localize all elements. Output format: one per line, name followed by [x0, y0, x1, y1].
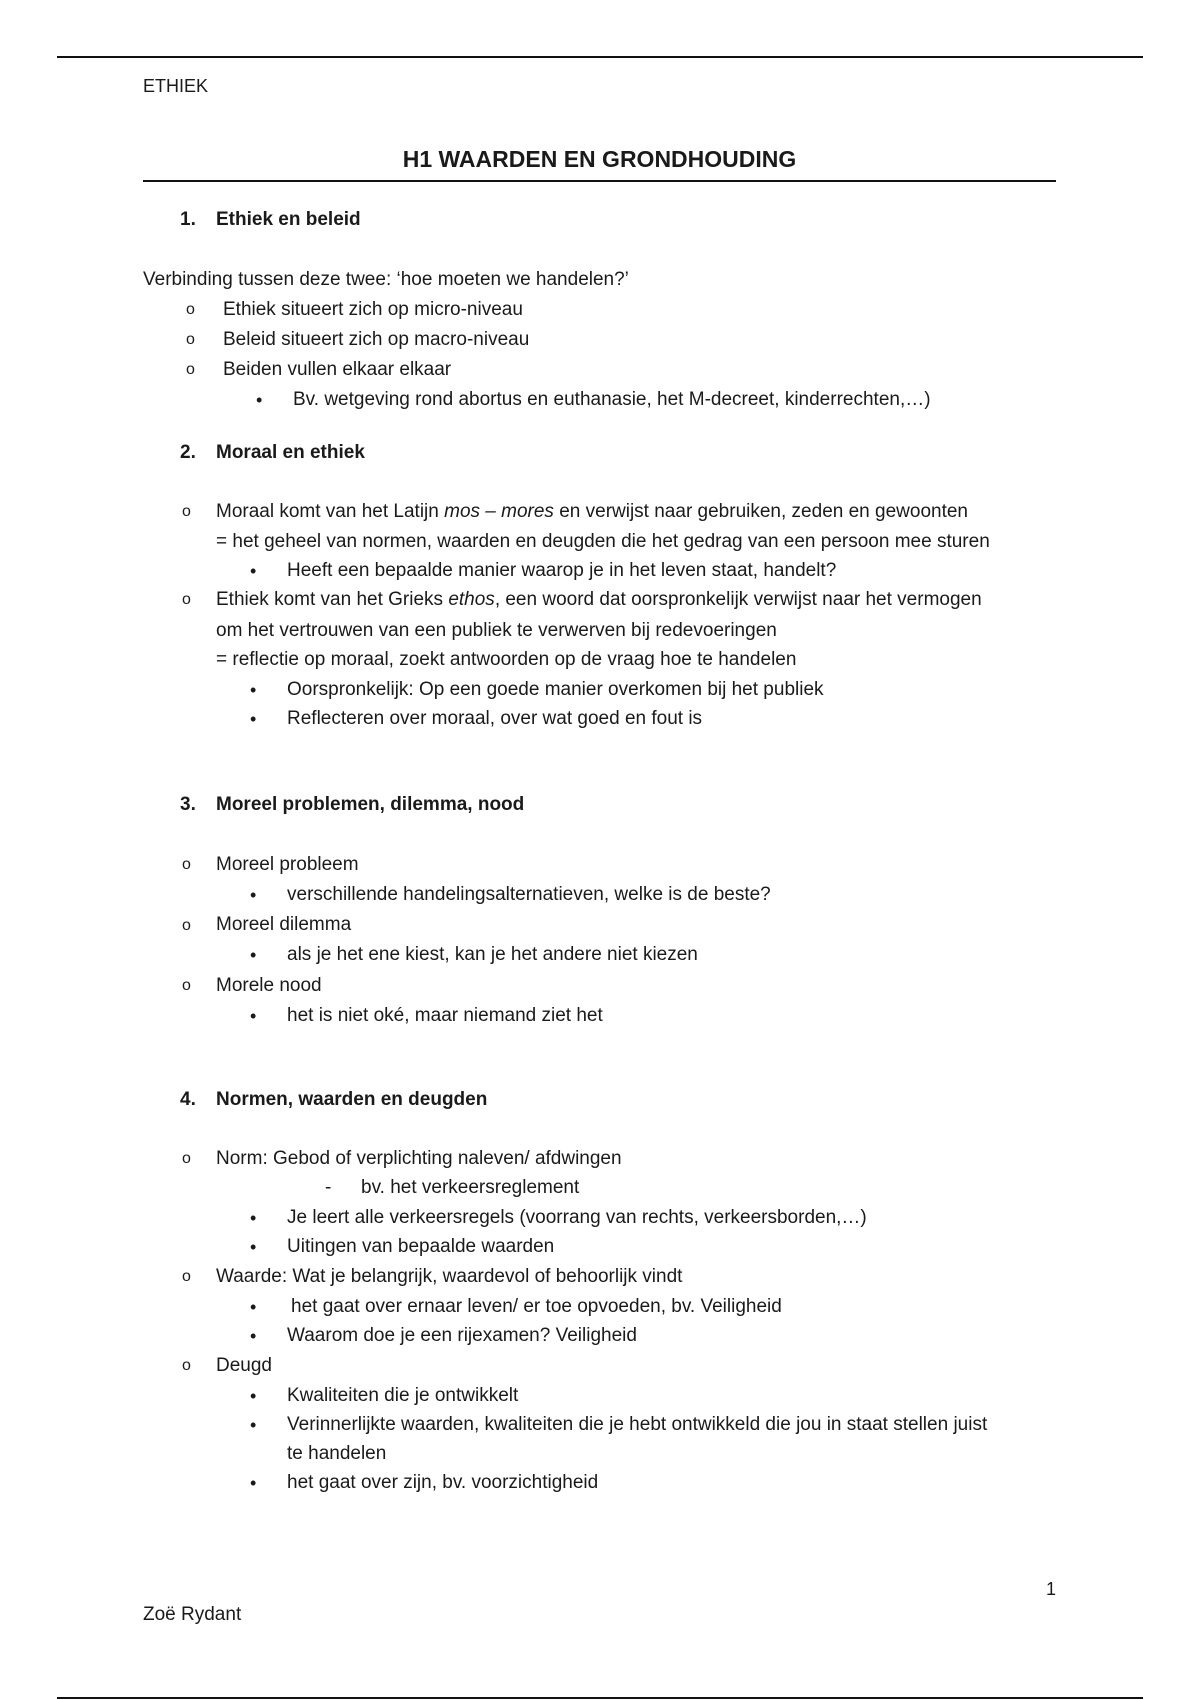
list-item: Moreel probleem: [216, 854, 359, 875]
ethiek-greek-term: ethos: [448, 589, 495, 610]
bullet-marker: •: [250, 1415, 257, 1435]
bullet-marker: •: [250, 1386, 257, 1406]
ethiek-continuation: om het vertrouwen van een publiek te verwerven bij redevoeringen: [216, 620, 777, 641]
list-subitem: als je het ene kiest, kan je het andere niet kiezen: [287, 944, 698, 965]
section-4-title: Normen, waarden en deugden: [216, 1089, 488, 1110]
section-3-title: Moreel problemen, dilemma, nood: [216, 794, 525, 815]
section-1-heading: [180, 209, 361, 231]
dash-marker: -: [325, 1177, 332, 1198]
section-4-number: 4.: [180, 1089, 196, 1110]
section-1-number: 1.: [180, 209, 196, 230]
list-item: Beiden vullen elkaar elkaar: [223, 359, 452, 380]
page-number: 1: [1046, 1579, 1057, 1599]
moraal-definition-line: [216, 501, 968, 523]
moraal-definition: = het geheel van normen, waarden en deugden die het gedrag van een persoon mee sturen: [216, 531, 990, 552]
list-subitem: Kwaliteiten die je ontwikkelt: [287, 1385, 519, 1406]
ethiek-definition: = reflectie op moraal, zoekt antwoorden op de vraag hoe te handelen: [216, 649, 797, 670]
list-subitem: Oorspronkelijk: Op een goede manier overkomen bij het publiek: [287, 679, 824, 700]
section-4-heading: [180, 1089, 487, 1111]
list-subitem-continuation: te handelen: [287, 1443, 387, 1464]
ethiek-text-post: , een woord dat oorspronkelijk verwijst naar het vermogen: [494, 589, 982, 610]
list-item: Waarde: Wat je belangrijk, waardevol of behoorlijk vindt: [216, 1266, 683, 1287]
page-title: H1 WAARDEN EN GRONDHOUDING: [402, 146, 797, 172]
list-item: Deugd: [216, 1355, 272, 1376]
circle-marker: o: [182, 1268, 191, 1285]
list-subitem: Reflecteren over moraal, over wat goed en fout is: [287, 708, 703, 729]
list-item: Beleid situeert zich op macro-niveau: [223, 329, 530, 350]
bullet-marker: •: [250, 945, 257, 965]
bullet-marker: •: [250, 885, 257, 905]
bullet-marker: •: [250, 680, 257, 700]
circle-marker: o: [182, 1357, 191, 1374]
list-item: Morele nood: [216, 975, 322, 996]
moraal-latin-term: mos – mores: [444, 501, 554, 522]
list-subitem: Bv. wetgeving rond abortus en euthanasie, het M-decreet, kinderrechten,…): [293, 389, 931, 410]
bullet-marker: •: [250, 1473, 257, 1493]
circle-marker: o: [186, 301, 195, 318]
circle-marker: o: [182, 503, 191, 520]
author-name: Zoë Rydant: [143, 1604, 242, 1625]
section-1-intro: Verbinding tussen deze twee: ‘hoe moeten we handelen?’: [143, 269, 629, 290]
section-2-number: 2.: [180, 442, 196, 463]
section-3-number: 3.: [180, 794, 196, 815]
moraal-text-post: en verwijst naar gebruiken, zeden en gewoonten: [553, 501, 968, 522]
ethiek-definition-line: [216, 589, 982, 611]
section-2-title: Moraal en ethiek: [216, 442, 365, 463]
circle-marker: o: [182, 977, 191, 994]
list-subitem: Heeft een bepaalde manier waarop je in het leven staat, handelt?: [287, 560, 837, 581]
list-subitem: Waarom doe je een rijexamen? Veiligheid: [287, 1325, 637, 1346]
circle-marker: o: [182, 856, 191, 873]
bullet-marker: •: [250, 1297, 257, 1317]
circle-marker: o: [182, 591, 191, 608]
circle-marker: o: [186, 331, 195, 348]
bottom-rule: [57, 1697, 1143, 1699]
bullet-marker: •: [250, 1326, 257, 1346]
bullet-marker: •: [256, 390, 263, 410]
moraal-text-pre: Moraal komt van het Latijn: [216, 501, 445, 522]
title-underline: [143, 180, 1056, 182]
list-subitem: Verinnerlijkte waarden, kwaliteiten die je hebt ontwikkeld die jou in staat stellen juist: [287, 1414, 988, 1435]
list-item: Moreel dilemma: [216, 914, 352, 935]
list-item: Norm: Gebod of verplichting naleven/ afdwingen: [216, 1148, 622, 1169]
list-dash-item: bv. het verkeersreglement: [361, 1177, 580, 1198]
list-subitem: het gaat over ernaar leven/ er toe opvoeden, bv. Veiligheid: [291, 1296, 782, 1317]
bullet-marker: •: [250, 1208, 257, 1228]
section-2-heading: [180, 442, 365, 464]
header-label: ETHIEK: [143, 76, 209, 96]
list-subitem: Uitingen van bepaalde waarden: [287, 1236, 555, 1257]
circle-marker: o: [182, 1150, 191, 1167]
top-rule: [57, 56, 1143, 58]
circle-marker: o: [182, 917, 191, 934]
list-subitem: het gaat over zijn, bv. voorzichtigheid: [287, 1472, 599, 1493]
bullet-marker: •: [250, 1237, 257, 1257]
ethiek-text-pre: Ethiek komt van het Grieks: [216, 589, 449, 610]
circle-marker: o: [186, 361, 195, 378]
bullet-marker: •: [250, 1006, 257, 1026]
section-3-heading: [180, 794, 524, 816]
bullet-marker: •: [250, 709, 257, 729]
section-1-title: Ethiek en beleid: [216, 209, 361, 230]
list-subitem: verschillende handelingsalternatieven, welke is de beste?: [287, 884, 771, 905]
list-subitem: het is niet oké, maar niemand ziet het: [287, 1005, 603, 1026]
list-subitem: Je leert alle verkeersregels (voorrang van rechts, verkeersborden,…): [287, 1207, 867, 1228]
list-item: Ethiek situeert zich op micro-niveau: [223, 299, 523, 320]
bullet-marker: •: [250, 561, 257, 581]
